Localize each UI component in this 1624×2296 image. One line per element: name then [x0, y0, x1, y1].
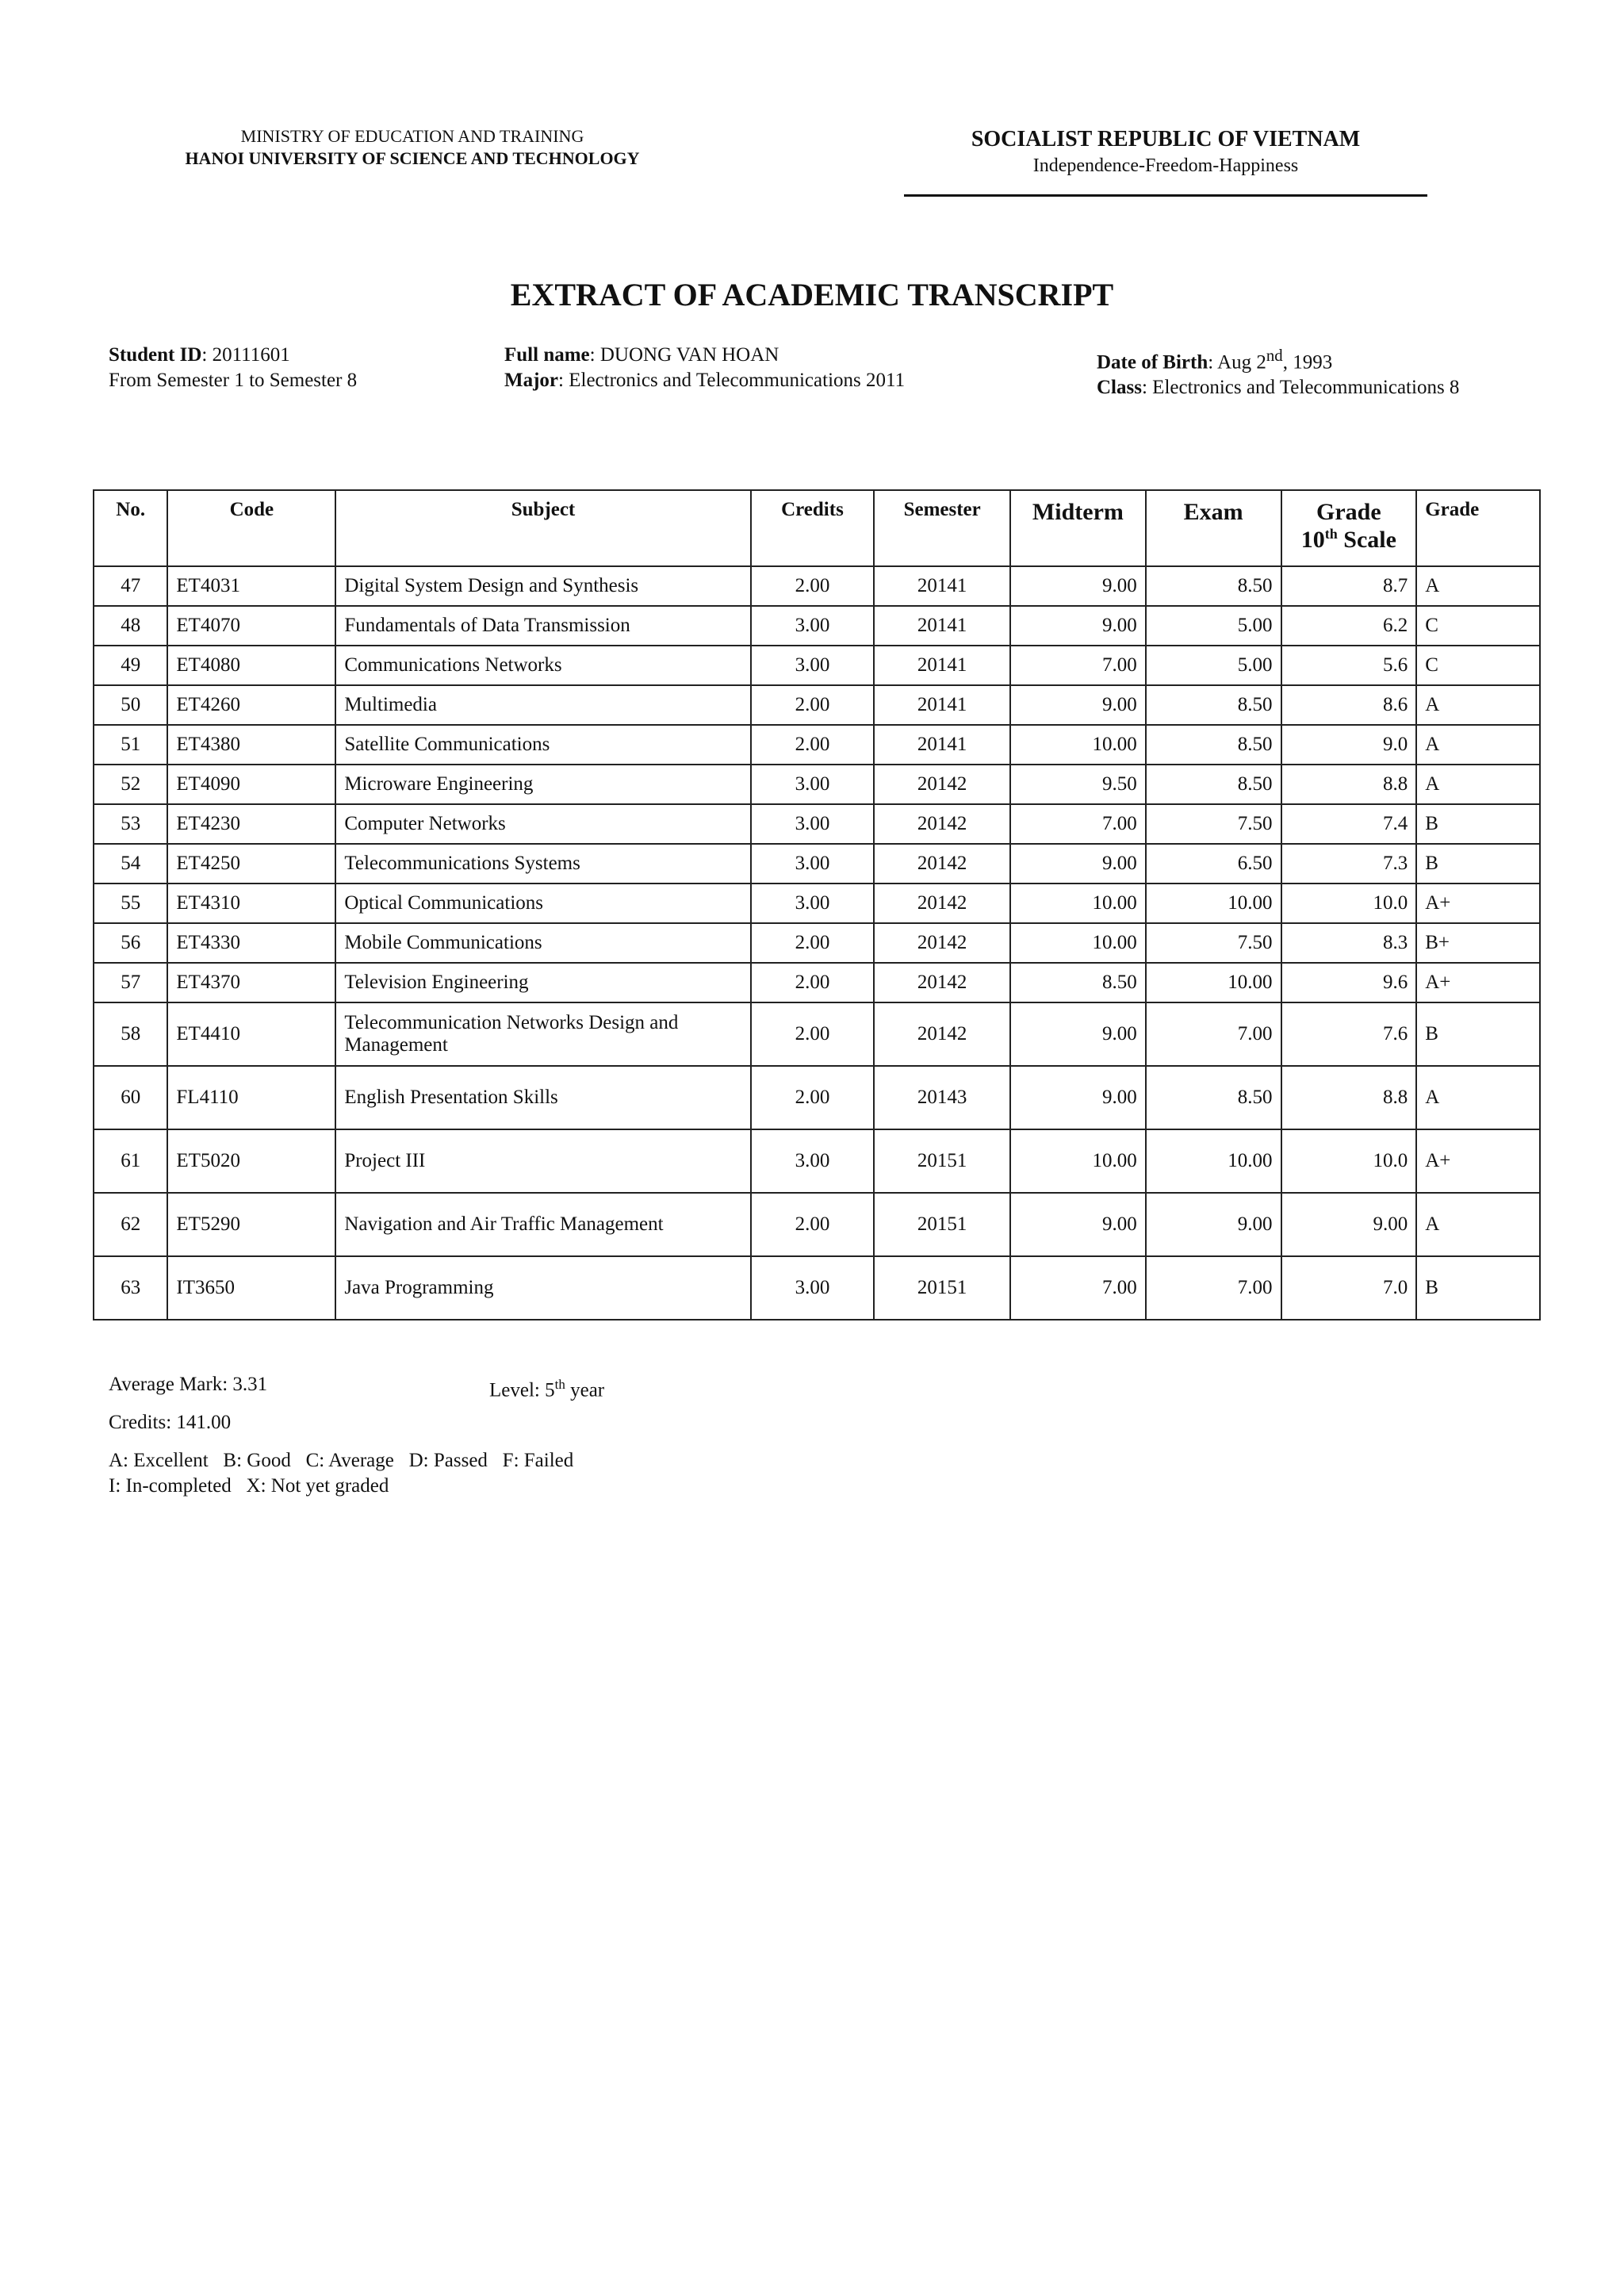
cell-grade: C: [1416, 646, 1540, 685]
col-header-no: No.: [94, 490, 167, 566]
cell-subject: Computer Networks: [335, 804, 750, 844]
cell-midterm: 9.00: [1010, 606, 1146, 646]
cell-grade: A: [1416, 566, 1540, 606]
cell-midterm: 9.00: [1010, 566, 1146, 606]
total-credits: Credits: 141.00: [109, 1412, 232, 1433]
cell-grade: A: [1416, 725, 1540, 765]
table-row: [94, 844, 1540, 884]
table-row: [94, 1066, 1540, 1129]
col-header-credits: Credits: [751, 490, 875, 566]
cell-exam: 8.50: [1146, 685, 1281, 725]
cell-credits: 3.00: [751, 1129, 875, 1193]
cell-subject: Digital System Design and Synthesis: [335, 566, 750, 606]
cell-semester: 20142: [874, 923, 1010, 963]
cell-grade-10-scale: 7.6: [1281, 1002, 1417, 1066]
cell-credits: 3.00: [751, 765, 875, 804]
cell-code: ET4230: [167, 804, 335, 844]
major-line: Major: Electronics and Telecommunications 2011: [504, 370, 906, 391]
cell-semester: 20151: [874, 1256, 1010, 1320]
cell-no: 60: [94, 1066, 167, 1129]
cell-exam: 8.50: [1146, 765, 1281, 804]
cell-code: ET4410: [167, 1002, 335, 1066]
cell-exam: 7.50: [1146, 923, 1281, 963]
cell-midterm: 10.00: [1010, 884, 1146, 923]
cell-semester: 20142: [874, 963, 1010, 1002]
student-info-col3: [1097, 343, 1459, 401]
cell-grade: B+: [1416, 923, 1540, 963]
cell-code: FL4110: [167, 1066, 335, 1129]
cell-semester: 20142: [874, 765, 1010, 804]
cell-grade-10-scale: 7.4: [1281, 804, 1417, 844]
cell-grade-10-scale: 9.0: [1281, 725, 1417, 765]
cell-grade: B: [1416, 804, 1540, 844]
cell-exam: 7.00: [1146, 1002, 1281, 1066]
cell-code: ET4070: [167, 606, 335, 646]
table-row: [94, 765, 1540, 804]
table-row: [94, 1002, 1540, 1066]
student-id-value: 20111601: [212, 344, 290, 366]
cell-exam: 6.50: [1146, 844, 1281, 884]
cell-exam: 10.00: [1146, 1129, 1281, 1193]
cell-no: 53: [94, 804, 167, 844]
cell-no: 61: [94, 1129, 167, 1193]
cell-midterm: 9.00: [1010, 1002, 1146, 1066]
cell-credits: 2.00: [751, 685, 875, 725]
cell-midterm: 7.00: [1010, 1256, 1146, 1320]
cell-credits: 2.00: [751, 923, 875, 963]
cell-midterm: 9.00: [1010, 1066, 1146, 1129]
cell-grade: A+: [1416, 884, 1540, 923]
cell-exam: 8.50: [1146, 1066, 1281, 1129]
cell-subject: Optical Communications: [335, 884, 750, 923]
cell-credits: 2.00: [751, 1193, 875, 1256]
cell-subject: Telecommunications Systems: [335, 844, 750, 884]
cell-grade: A+: [1416, 963, 1540, 1002]
cell-subject: Fundamentals of Data Transmission: [335, 606, 750, 646]
cell-code: ET5020: [167, 1129, 335, 1193]
cell-subject: Microware Engineering: [335, 765, 750, 804]
cell-grade-10-scale: 10.0: [1281, 1129, 1417, 1193]
dob-sup: nd: [1266, 346, 1283, 365]
cell-credits: 2.00: [751, 566, 875, 606]
cell-grade: C: [1416, 606, 1540, 646]
cell-subject: English Presentation Skills: [335, 1066, 750, 1129]
cell-midterm: 10.00: [1010, 725, 1146, 765]
cell-credits: 3.00: [751, 844, 875, 884]
cell-grade-10-scale: 9.6: [1281, 963, 1417, 1002]
national-motto: Independence-Freedom-Happiness: [1032, 155, 1299, 176]
col-header-midterm: Midterm: [1010, 490, 1146, 566]
cell-grade-10-scale: 7.3: [1281, 844, 1417, 884]
transcript-table: [93, 489, 1541, 1320]
level-sup: th: [554, 1377, 565, 1392]
cell-exam: 7.50: [1146, 804, 1281, 844]
cell-grade-10-scale: 5.6: [1281, 646, 1417, 685]
cell-no: 56: [94, 923, 167, 963]
table-row: [94, 804, 1540, 844]
cell-midterm: 10.00: [1010, 923, 1146, 963]
level: [489, 1372, 604, 1403]
cell-grade: A: [1416, 685, 1540, 725]
cell-grade-10-scale: 6.2: [1281, 606, 1417, 646]
cell-no: 54: [94, 844, 167, 884]
cell-no: 48: [94, 606, 167, 646]
cell-semester: 20143: [874, 1066, 1010, 1129]
cell-subject: Mobile Communications: [335, 923, 750, 963]
table-row: [94, 884, 1540, 923]
cell-semester: 20151: [874, 1193, 1010, 1256]
cell-exam: 8.50: [1146, 725, 1281, 765]
full-name-label: Full name: [504, 344, 590, 366]
cell-code: ET4310: [167, 884, 335, 923]
cell-no: 52: [94, 765, 167, 804]
cell-code: ET4080: [167, 646, 335, 685]
cell-midterm: 9.50: [1010, 765, 1146, 804]
class-value: Electronics and Telecommunications 8: [1152, 377, 1460, 399]
cell-exam: 10.00: [1146, 963, 1281, 1002]
cell-exam: 5.00: [1146, 606, 1281, 646]
cell-subject: Communications Networks: [335, 646, 750, 685]
col-header-code: Code: [167, 490, 335, 566]
cell-grade-10-scale: 8.8: [1281, 1066, 1417, 1129]
cell-semester: 20142: [874, 844, 1010, 884]
cell-no: 63: [94, 1256, 167, 1320]
cell-midterm: 8.50: [1010, 963, 1146, 1002]
student-id-line: Student ID: 20111601: [109, 344, 290, 366]
document-title: EXTRACT OF ACADEMIC TRANSCRIPT: [510, 277, 1114, 312]
col-header-subject: Subject: [335, 490, 750, 566]
cell-grade-10-scale: 10.0: [1281, 884, 1417, 923]
cell-credits: 3.00: [751, 646, 875, 685]
cell-exam: 5.00: [1146, 646, 1281, 685]
cell-subject: Java Programming: [335, 1256, 750, 1320]
cell-midterm: 9.00: [1010, 1193, 1146, 1256]
cell-semester: 20151: [874, 1129, 1010, 1193]
transcript-summary: [109, 1372, 605, 1499]
cell-semester: 20142: [874, 1002, 1010, 1066]
class-label: Class: [1097, 377, 1142, 399]
table-row: [94, 685, 1540, 725]
cell-code: ET4370: [167, 963, 335, 1002]
cell-midterm: 9.00: [1010, 844, 1146, 884]
cell-credits: 2.00: [751, 1002, 875, 1066]
major-value: Electronics and Telecommunications 2011: [569, 370, 906, 391]
cell-credits: 2.00: [751, 1066, 875, 1129]
dob-suffix: , 1993: [1282, 351, 1333, 374]
cell-no: 55: [94, 884, 167, 923]
cell-exam: 9.00: [1146, 1193, 1281, 1256]
class-line: Class: Electronics and Telecommunications 8: [1097, 377, 1460, 399]
level-prefix: Level: 5: [489, 1379, 555, 1401]
dob-label: Date of Birth: [1097, 351, 1208, 374]
cell-midterm: 9.00: [1010, 685, 1146, 725]
cell-code: ET4260: [167, 685, 335, 725]
cell-semester: 20142: [874, 804, 1010, 844]
cell-semester: 20141: [874, 606, 1010, 646]
cell-subject: Satellite Communications: [335, 725, 750, 765]
university-name: HANOI UNIVERSITY OF SCIENCE AND TECHNOLOGY: [185, 148, 640, 168]
cell-grade: A: [1416, 765, 1540, 804]
cell-semester: 20142: [874, 884, 1010, 923]
institution-header: [151, 125, 674, 170]
cell-exam: 10.00: [1146, 884, 1281, 923]
cell-code: ET4090: [167, 765, 335, 804]
table-header-row: [94, 490, 1540, 566]
cell-no: 51: [94, 725, 167, 765]
cell-no: 50: [94, 685, 167, 725]
ministry-name: MINISTRY OF EDUCATION AND TRAINING: [240, 126, 584, 146]
table-row: [94, 1129, 1540, 1193]
cell-credits: 2.00: [751, 725, 875, 765]
cell-no: 47: [94, 566, 167, 606]
cell-grade: B: [1416, 1002, 1540, 1066]
national-header: [904, 125, 1427, 178]
full-name-value: DUONG VAN HOAN: [599, 344, 779, 366]
dob-line: Date of Birth: Aug 2nd, 1993: [1097, 346, 1333, 374]
cell-grade: A: [1416, 1066, 1540, 1129]
cell-code: ET4330: [167, 923, 335, 963]
col-header-semester: Semester: [874, 490, 1010, 566]
cell-subject: Television Engineering: [335, 963, 750, 1002]
table-row: [94, 1193, 1540, 1256]
cell-semester: 20141: [874, 685, 1010, 725]
cell-credits: 3.00: [751, 606, 875, 646]
level-suffix: year: [565, 1379, 605, 1401]
student-id-label: Student ID: [109, 344, 202, 366]
col-header-grade-10-scale: [1281, 490, 1417, 566]
major-label: Major: [504, 370, 559, 391]
transcript-body: [94, 566, 1540, 1320]
table-row: [94, 1256, 1540, 1320]
cell-semester: 20141: [874, 646, 1010, 685]
grade10-header-line1: Grade: [1316, 499, 1381, 525]
cell-midterm: 10.00: [1010, 1129, 1146, 1193]
student-info-col2: [504, 343, 905, 393]
col-header-exam: Exam: [1146, 490, 1281, 566]
grade-legend-line1: A: Excellent B: Good C: Average D: Passed F: Failed: [109, 1450, 574, 1471]
cell-grade: A: [1416, 1193, 1540, 1256]
cell-code: ET5290: [167, 1193, 335, 1256]
table-row: [94, 646, 1540, 685]
student-info-col1: [109, 343, 357, 393]
cell-grade-10-scale: 9.00: [1281, 1193, 1417, 1256]
cell-grade: A+: [1416, 1129, 1540, 1193]
grade-legend-line2: I: In-completed X: Not yet graded: [109, 1475, 389, 1497]
grade10-header-prefix: 10: [1300, 527, 1325, 553]
cell-grade-10-scale: 8.6: [1281, 685, 1417, 725]
grade10-header-suffix: Scale: [1337, 527, 1396, 553]
cell-code: ET4380: [167, 725, 335, 765]
cell-credits: 2.00: [751, 963, 875, 1002]
cell-no: 57: [94, 963, 167, 1002]
country-name: SOCIALIST REPUBLIC OF VIETNAM: [971, 127, 1361, 151]
cell-grade-10-scale: 8.8: [1281, 765, 1417, 804]
cell-no: 58: [94, 1002, 167, 1066]
cell-grade-10-scale: 7.0: [1281, 1256, 1417, 1320]
full-name-line: Full name: DUONG VAN HOAN: [504, 344, 779, 366]
cell-no: 62: [94, 1193, 167, 1256]
average-mark: Average Mark: 3.31: [109, 1374, 268, 1395]
cell-code: ET4250: [167, 844, 335, 884]
cell-code: ET4031: [167, 566, 335, 606]
grade10-header-sup: th: [1324, 526, 1338, 542]
cell-exam: 8.50: [1146, 566, 1281, 606]
table-row: [94, 725, 1540, 765]
cell-semester: 20141: [874, 725, 1010, 765]
header-divider: [904, 194, 1427, 197]
cell-grade: B: [1416, 1256, 1540, 1320]
table-row: [94, 963, 1540, 1002]
table-row: [94, 923, 1540, 963]
cell-credits: 3.00: [751, 884, 875, 923]
semester-range: From Semester 1 to Semester 8: [109, 370, 358, 391]
cell-midterm: 7.00: [1010, 804, 1146, 844]
cell-code: IT3650: [167, 1256, 335, 1320]
cell-credits: 3.00: [751, 1256, 875, 1320]
cell-subject: Project III: [335, 1129, 750, 1193]
cell-grade: B: [1416, 844, 1540, 884]
cell-grade-10-scale: 8.7: [1281, 566, 1417, 606]
grade10-header-line2: [1290, 526, 1408, 554]
cell-credits: 3.00: [751, 804, 875, 844]
cell-grade-10-scale: 8.3: [1281, 923, 1417, 963]
table-row: [94, 566, 1540, 606]
cell-semester: 20141: [874, 566, 1010, 606]
table-row: [94, 606, 1540, 646]
cell-subject: Multimedia: [335, 685, 750, 725]
cell-midterm: 7.00: [1010, 646, 1146, 685]
cell-subject: Navigation and Air Traffic Management: [335, 1193, 750, 1256]
cell-subject: Telecommunication Networks Design and Management: [335, 1002, 750, 1066]
cell-exam: 7.00: [1146, 1256, 1281, 1320]
dob-prefix: Aug 2: [1217, 351, 1266, 374]
col-header-grade: Grade: [1416, 490, 1540, 566]
cell-no: 49: [94, 646, 167, 685]
